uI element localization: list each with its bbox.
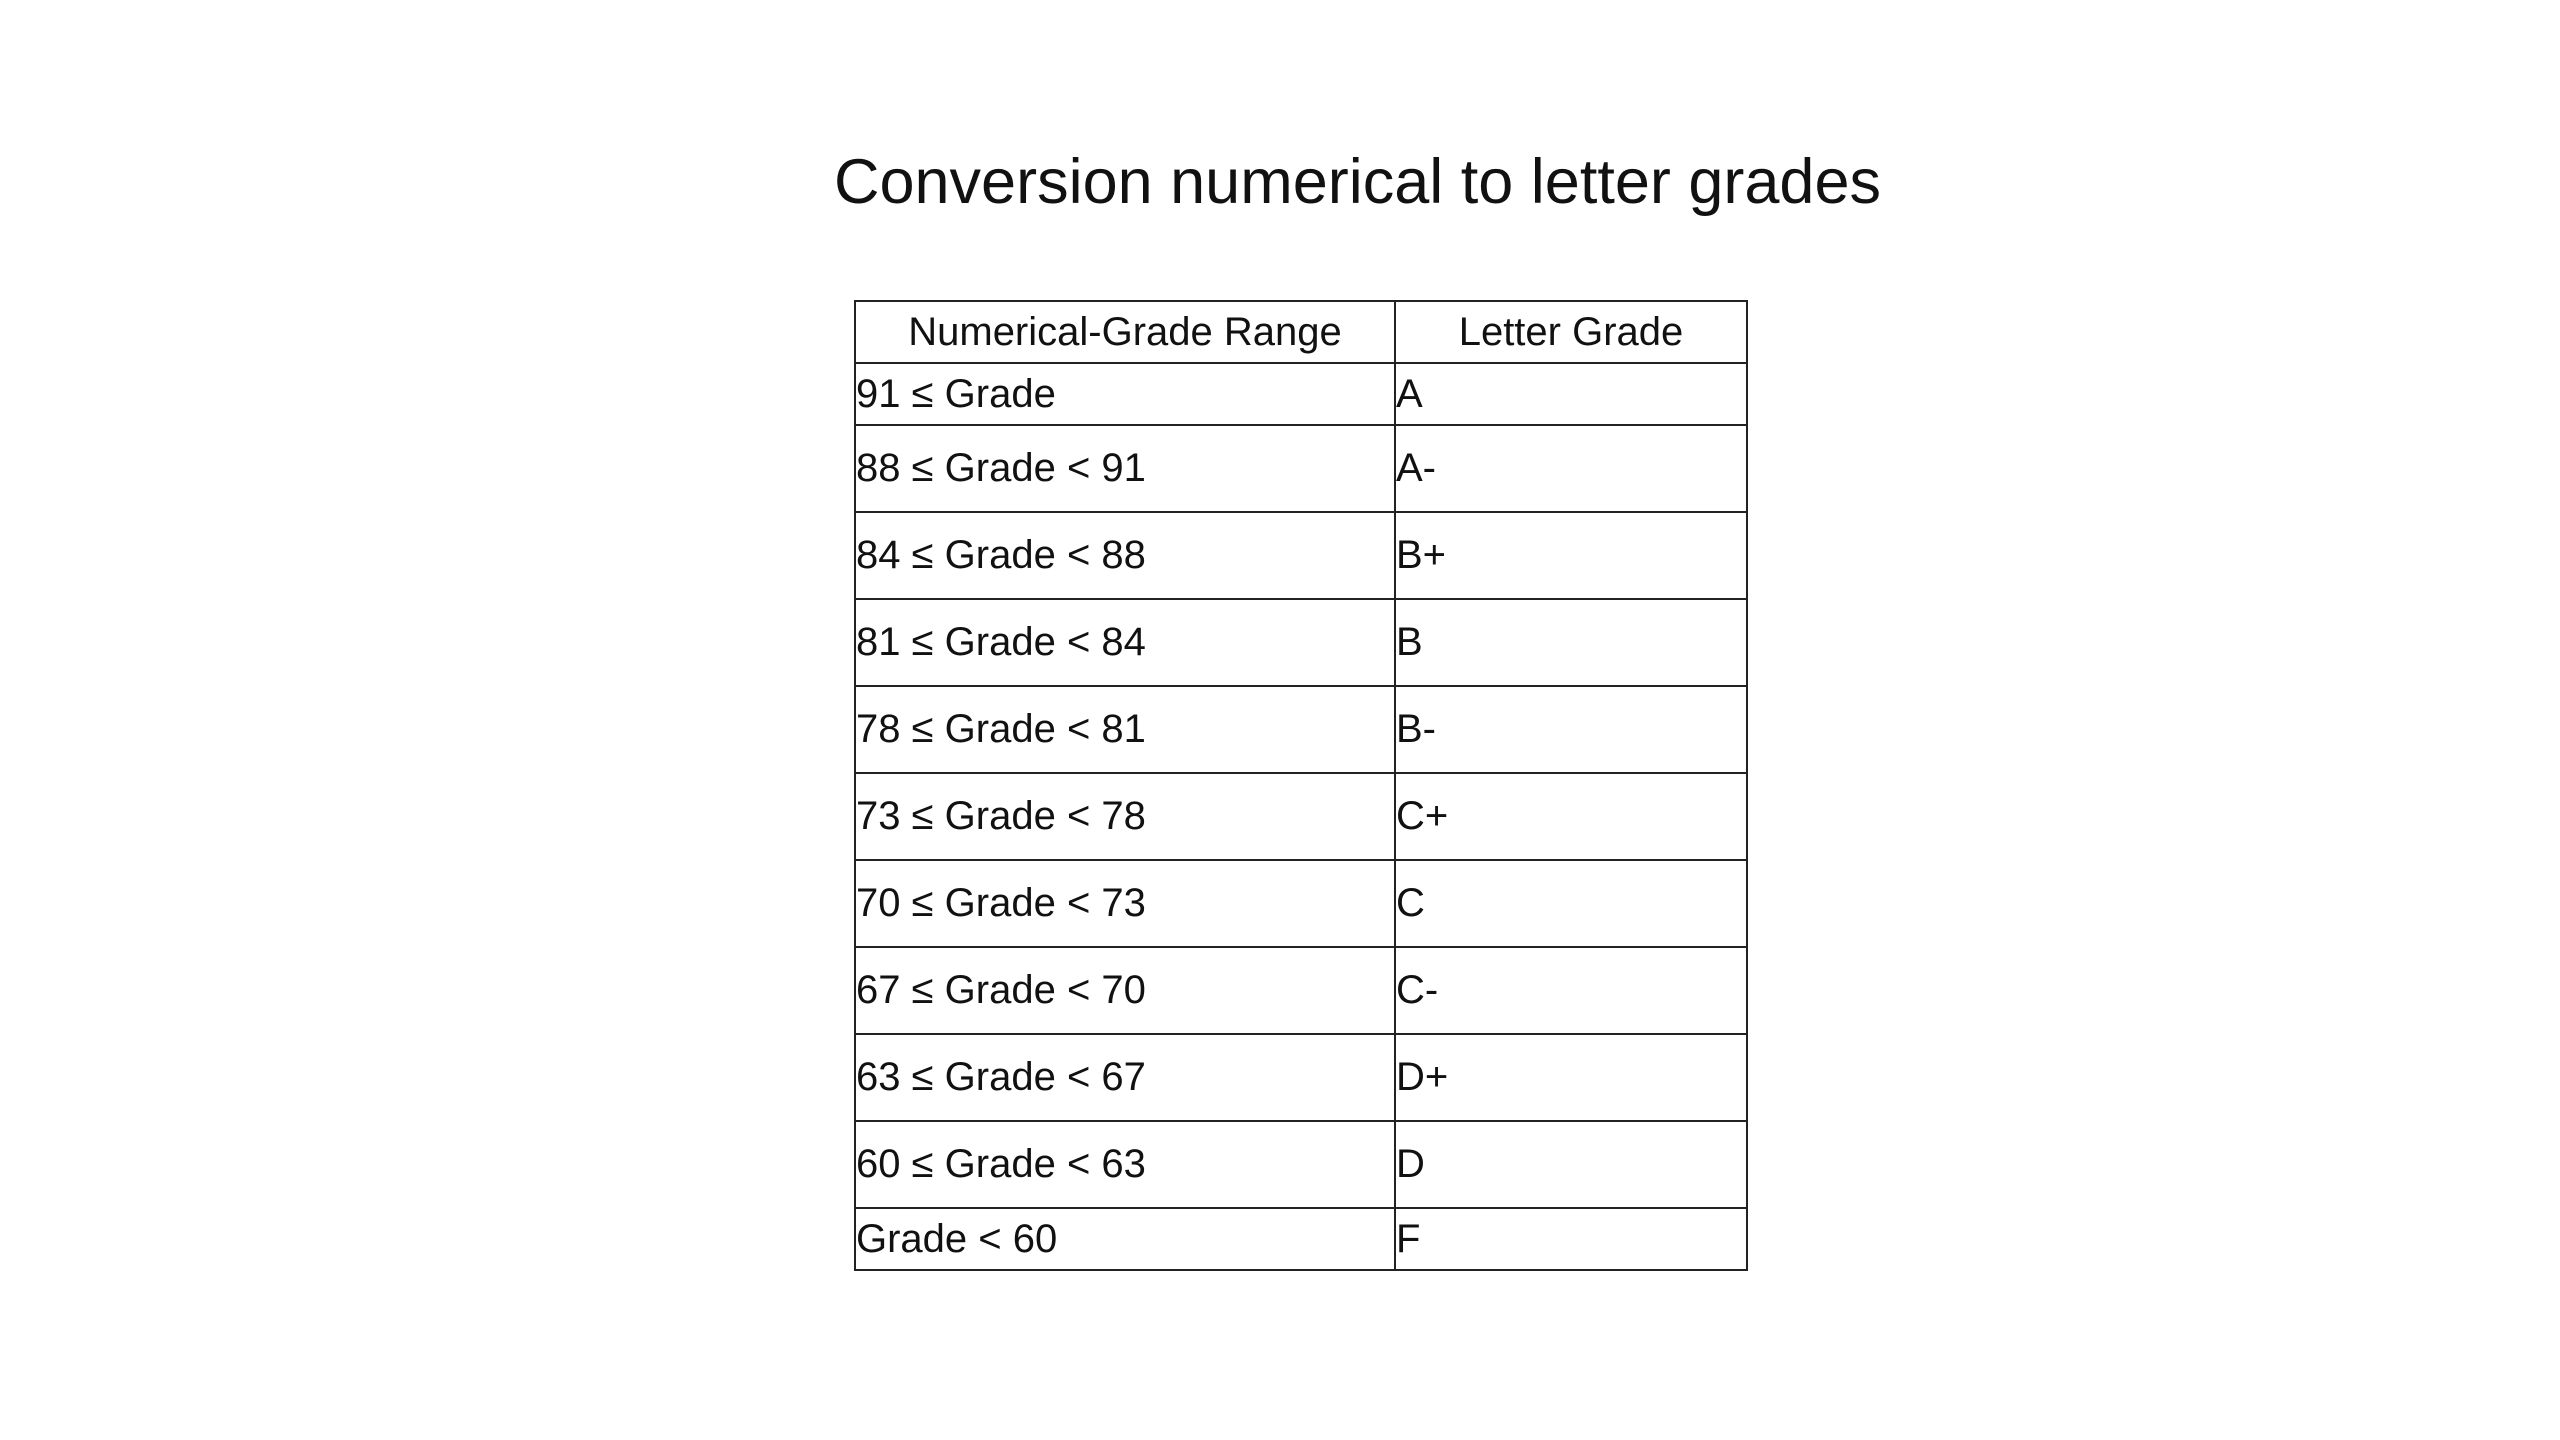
table-row bbox=[855, 947, 1747, 1034]
letter-cell: B+ bbox=[1395, 512, 1747, 599]
letter-cell: D+ bbox=[1395, 1034, 1747, 1121]
table-header-row bbox=[855, 301, 1747, 363]
letter-cell: B bbox=[1395, 599, 1747, 686]
letter-cell: A bbox=[1395, 363, 1747, 425]
letter-cell: B- bbox=[1395, 686, 1747, 773]
table-row bbox=[855, 599, 1747, 686]
grade-conversion-table bbox=[854, 300, 1748, 1271]
range-cell: 88 ≤ Grade < 91 bbox=[855, 425, 1395, 512]
letter-cell: D bbox=[1395, 1121, 1747, 1208]
table-row bbox=[855, 860, 1747, 947]
table-row bbox=[855, 686, 1747, 773]
range-cell: 91 ≤ Grade bbox=[855, 363, 1395, 425]
range-cell: 84 ≤ Grade < 88 bbox=[855, 512, 1395, 599]
range-cell: 63 ≤ Grade < 67 bbox=[855, 1034, 1395, 1121]
slide-title: Conversion numerical to letter grades bbox=[833, 147, 1881, 217]
range-cell: 78 ≤ Grade < 81 bbox=[855, 686, 1395, 773]
letter-cell: C+ bbox=[1395, 773, 1747, 860]
table-row bbox=[855, 363, 1747, 425]
table-row bbox=[855, 1121, 1747, 1208]
table-row bbox=[855, 773, 1747, 860]
letter-cell: C bbox=[1395, 860, 1747, 947]
range-cell: 67 ≤ Grade < 70 bbox=[855, 947, 1395, 1034]
table-row bbox=[855, 512, 1747, 599]
range-cell: 81 ≤ Grade < 84 bbox=[855, 599, 1395, 686]
table-row bbox=[855, 1034, 1747, 1121]
table-row bbox=[855, 1208, 1747, 1270]
range-cell: 73 ≤ Grade < 78 bbox=[855, 773, 1395, 860]
letter-cell: A- bbox=[1395, 425, 1747, 512]
letter-cell: C- bbox=[1395, 947, 1747, 1034]
letter-cell: F bbox=[1395, 1208, 1747, 1270]
header-letter-grade: Letter Grade bbox=[1395, 301, 1747, 363]
header-numerical-grade-range: Numerical-Grade Range bbox=[855, 301, 1395, 363]
range-cell: Grade < 60 bbox=[855, 1208, 1395, 1270]
table-row bbox=[855, 425, 1747, 512]
range-cell: 70 ≤ Grade < 73 bbox=[855, 860, 1395, 947]
range-cell: 60 ≤ Grade < 63 bbox=[855, 1121, 1395, 1208]
